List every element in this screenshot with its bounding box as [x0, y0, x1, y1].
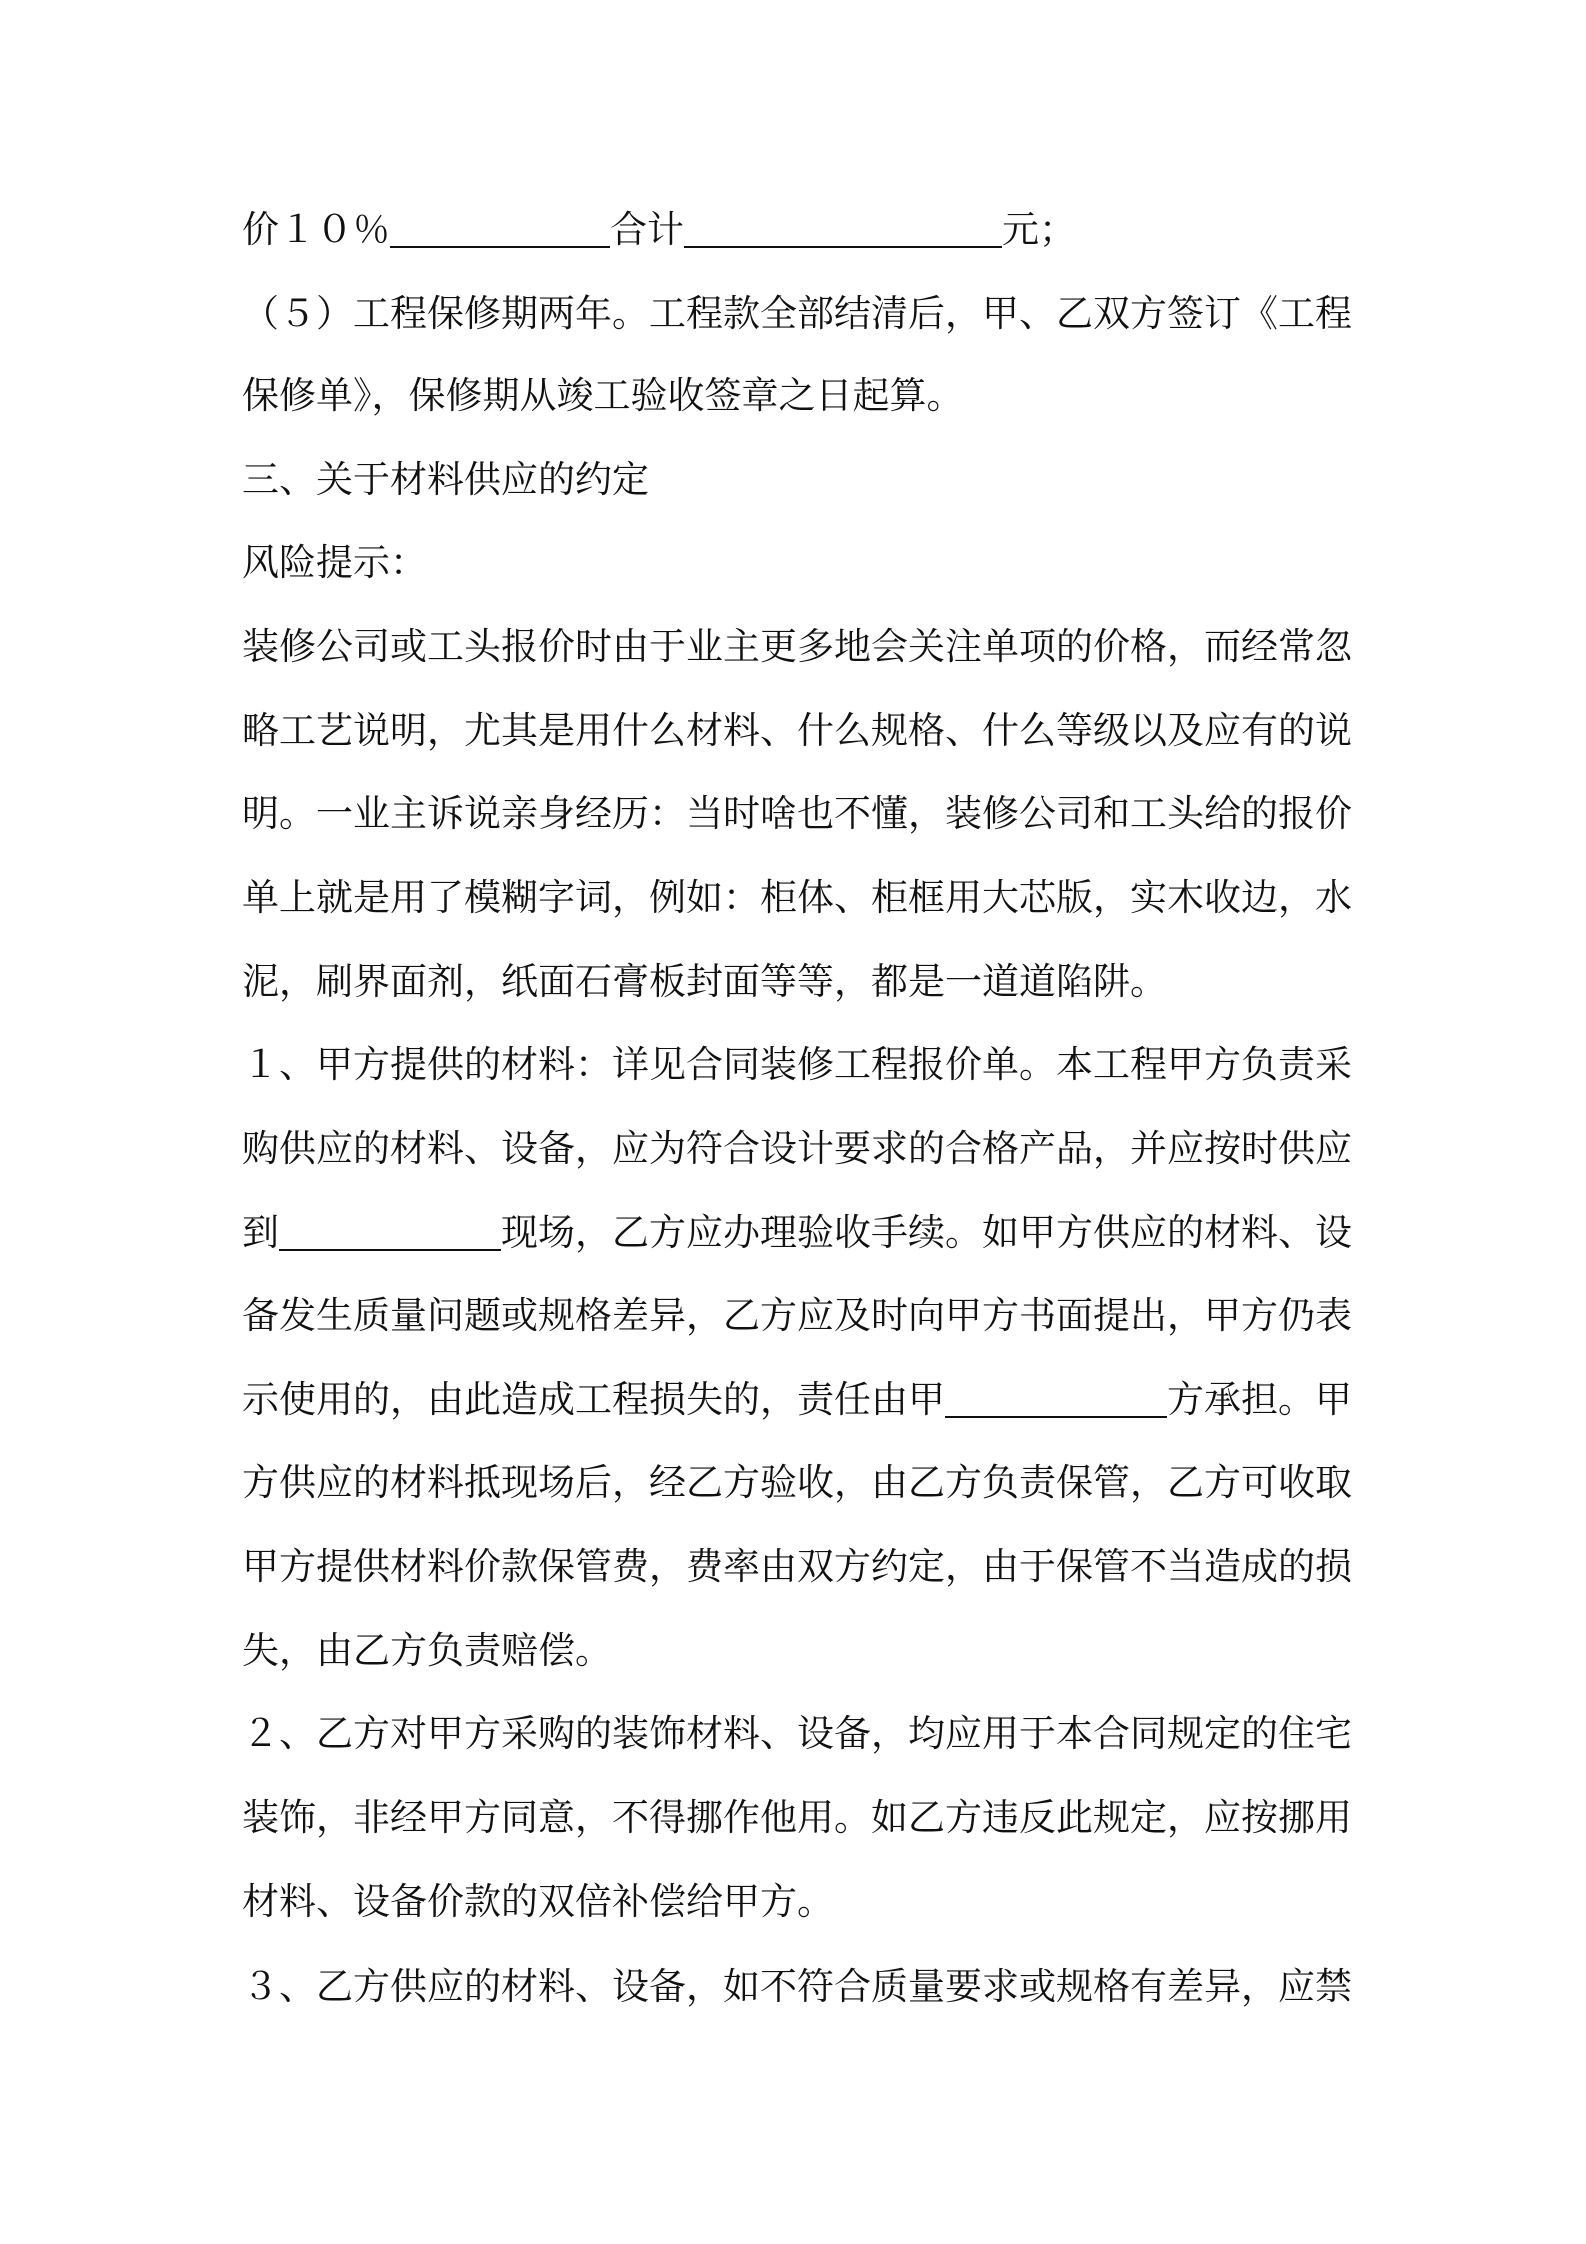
text-fragment: 方承担。甲: [1167, 1378, 1352, 1421]
fill-in-blank[interactable]: [945, 1378, 1167, 1418]
section-heading: 三、关于材料供应的约定: [242, 458, 649, 501]
text-line: 泥，刷界面剂，纸面石膏板封面等等，都是一道道陷阱。: [242, 960, 1167, 1003]
text-line: [242, 200, 1076, 260]
text-line: 单上就是用了模糊字词，例如：柜体、柜框用大芯版，实木收边，水: [242, 876, 1352, 919]
text-line: 备发生质量问题或规格差异，乙方应及时向甲方书面提出，甲方仍表: [242, 1294, 1352, 1337]
text-fragment: 价１０％: [242, 208, 390, 251]
text-line: １、甲方提供的材料：详见合同装修工程报价单。本工程甲方负责采: [242, 1043, 1352, 1086]
text-line: ３、乙方供应的材料、设备，如不符合质量要求或规格有差异，应禁: [242, 1965, 1352, 2008]
text-line: 略工艺说明，尤其是用什么材料、什么规格、什么等级以及应有的说: [242, 709, 1352, 752]
text-line: 购供应的材料、设备，应为符合设计要求的合格产品，并应按时供应: [242, 1127, 1352, 1170]
fill-in-blank[interactable]: [279, 1211, 501, 1251]
text-line: 风险提示：: [242, 541, 427, 584]
text-line: ２、乙方对甲方采购的装饰材料、设备，均应用于本合同规定的住宅: [242, 1712, 1352, 1755]
fill-in-blank[interactable]: [390, 208, 610, 248]
text-fragment: 到: [242, 1211, 279, 1254]
text-line: [242, 1203, 1352, 1263]
text-line: 装饰，非经甲方同意，不得挪作他用。如乙方违反此规定，应按挪用: [242, 1796, 1352, 1839]
text-fragment: 元；: [1002, 208, 1076, 251]
text-line: 失，由乙方负责赔偿。: [242, 1629, 612, 1672]
text-line: 明。一业主诉说亲身经历：当时啥也不懂，装修公司和工头给的报价: [242, 792, 1352, 835]
text-line: （５）工程保修期两年。工程款全部结清后，甲、乙双方签订《工程: [242, 292, 1352, 335]
text-fragment: 现场，乙方应办理验收手续。如甲方供应的材料、设: [501, 1211, 1352, 1254]
text-fragment: 合计: [610, 208, 684, 251]
text-line: 保修单》，保修期从竣工验收签章之日起算。: [242, 374, 964, 417]
text-fragment: 示使用的，由此造成工程损失的，责任由甲: [242, 1378, 945, 1421]
text-line: [242, 1370, 1352, 1430]
text-line: 装修公司或工头报价时由于业主更多地会关注单项的价格，而经常忽: [242, 625, 1352, 668]
text-line: 甲方提供材料价款保管费，费率由双方约定，由于保管不当造成的损: [242, 1545, 1352, 1588]
text-line: 材料、设备价款的双倍补偿给甲方。: [242, 1880, 834, 1923]
text-line: 方供应的材料抵现场后，经乙方验收，由乙方负责保管，乙方可收取: [242, 1461, 1352, 1504]
fill-in-blank[interactable]: [684, 208, 1002, 248]
